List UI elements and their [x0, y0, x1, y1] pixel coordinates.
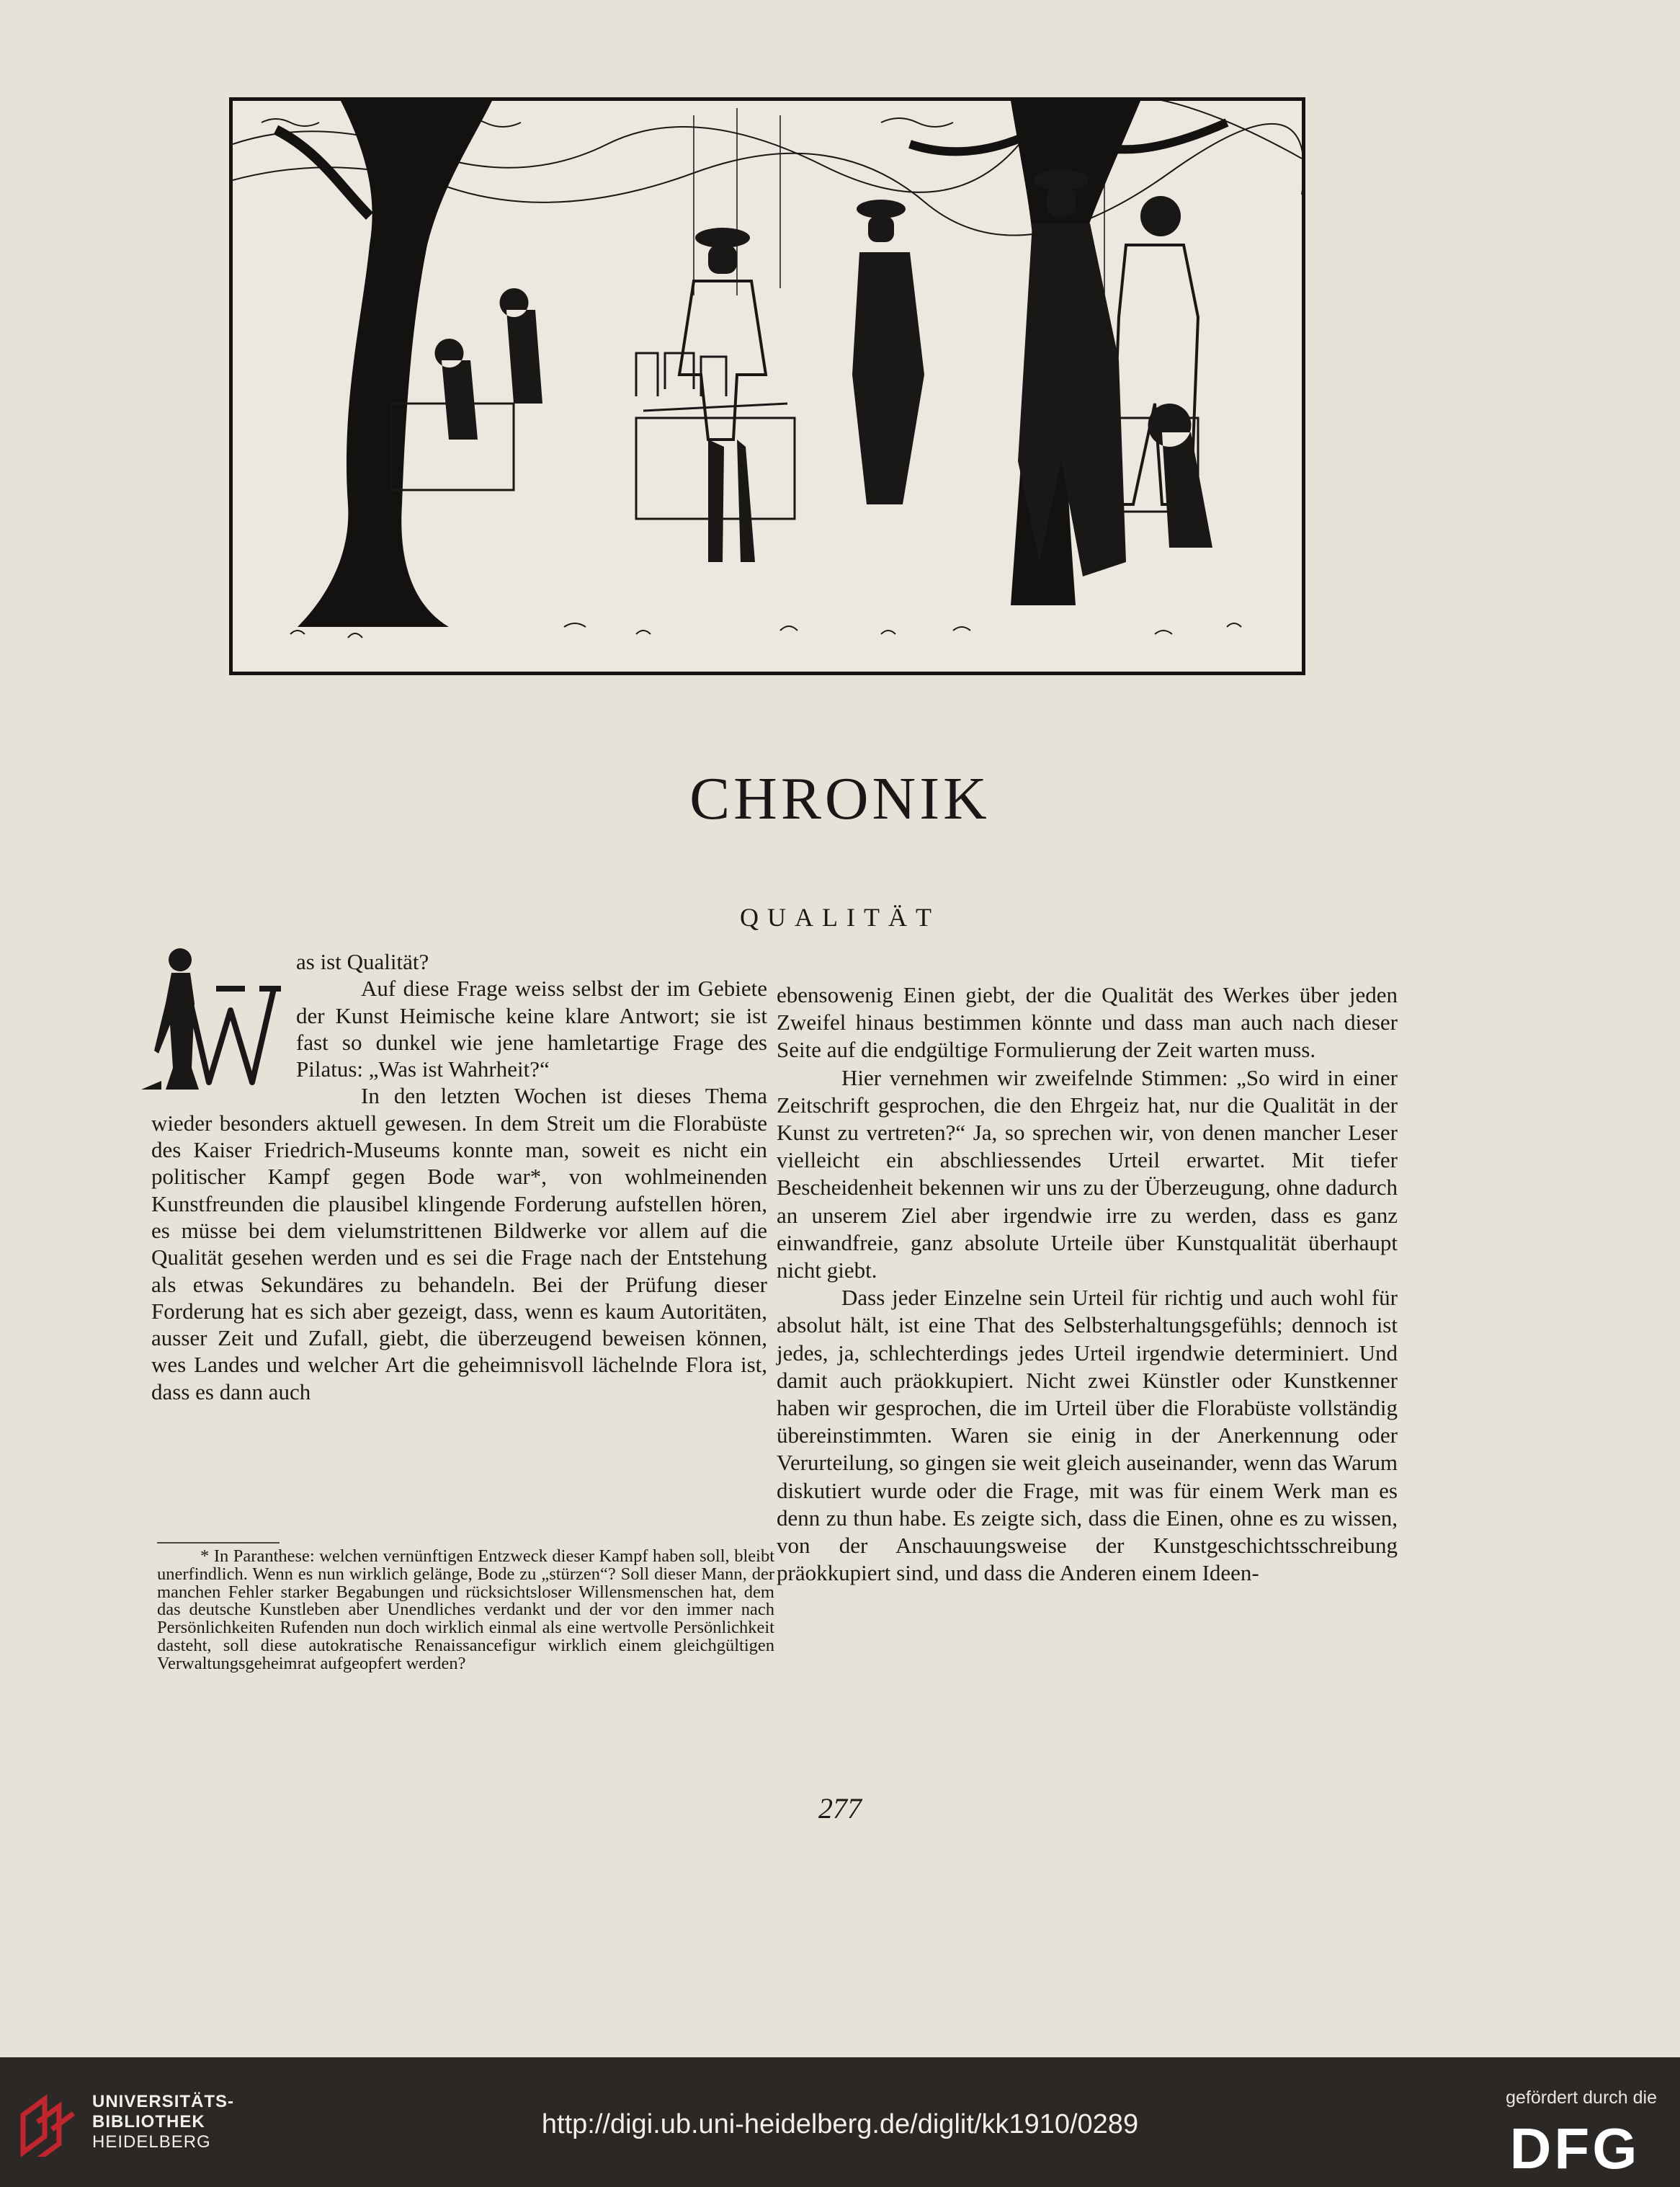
library-name-line: UNIVERSITÄTS- [92, 2092, 235, 2111]
right-text-column [777, 981, 1398, 1587]
footnote-divider [157, 1542, 280, 1544]
paragraph: as ist Qualität? [296, 949, 429, 974]
footer-bar [0, 2057, 1680, 2187]
funded-by-label: gefördert durch die [1506, 2088, 1657, 2108]
bookstall-scene-illustration-icon [229, 97, 1305, 675]
page-title: CHRONIK [689, 765, 991, 832]
footnote-text: * In Paranthese: welchen vernünftigen Entzweck dieser Kampf haben soll, bleibt unerfindlich. Wenn es nun wirklich gelänge, Bode zu „stürzen“? Soll dieser Mann, der manchen Fehler starker Begabungen und rücksichtsloser Willensmenschen hat, dem das deutsche Kunstleben aber Unendliches verdankt und der vor den immer nach Persönlichkeiten Rufenden nun doch wirklich einmal als eine wertvolle Persönlichkeit dasteht, soll diese autokratische Renaissancefigur wirklich einem gleichgültigen Verwaltungsgeheimrat aufgeopfert werden? [157, 1546, 774, 1673]
paragraph: Hier vernehmen wir zweifelnde Stimmen: „So wird in einer Zeitschrift gesprochen, die den Ehrgeiz hat, nur die Qualität in der Kunst zu vertreten?“ Ja, so sprechen wir, von denen mancher Leser vielleicht ein abschliessendes Urteil erwartet. Mit tiefer Bescheidenheit bekennen wir uns zu der Überzeugung, ohne dadurch an unserem Ziel aber irgendwie irre zu werden, dass es ganz einwandfreie, ganz absolute Urteile über Kunstqualität überhaupt nicht giebt. [777, 1064, 1398, 1283]
source-url-link[interactable]: http://digi.ub.uni-heidelberg.de/diglit/kk1910/0289 [541, 2109, 1139, 2139]
paragraph: Dass jeder Einzelne sein Urteil für richtig und auch wohl für absolut hält, ist eine That des Selbsterhaltungsgefühls; dennoch ist jedes, ja, schlechterdings jedes Urteil irgendwie determiniert. Und damit auch präokkupiert. Nicht zwei Künstler oder Kunstkenner haben wir gesprochen, die im Urteil über die Florabüste vollständig übereinstimmten. Waren sie einig in der Anerkennung oder Verurteilung, so gingen sie weit gleich auseinander, wenn das Warum diskutiert wurde oder die Frage, mit was für einem Werk man es denn zu thun habe. Es zeigte sich, dass die Einen, ohne es zu wissen, von der Anschauungsweise der Kunstgeschichtsschreibung präokkupiert sind, und dass die Anderen einem Ideen- [777, 1285, 1398, 1586]
paragraph: In den letzten Wochen ist dieses Thema wieder besonders aktuell gewesen. In dem Streit um die Florabüste des Kaiser Friedrich-Museums konnte man, soweit es nicht ein politischer Kampf gegen Bode war*, von wohlmeinenden Kunstfreunden die plausibel klingende Forderung aufstellen hören, es müsse bei dem vielumstrittenen Bildwerke vor allem auf die Qualität gesehen werden und es sei die Frage nach der Entstehung als etwas Sekundäres zu behandeln. Bei der Prüfung dieser Forderung hat es sich aber gezeigt, dass, wenn es kaum Autoritäten, ausser Zeit und Zufall, giebt, die überzeugend beweisen können, wes Landes und welcher Art die geheimnisvoll lächelnde Flora ist, dass es dann auch [151, 1083, 767, 1404]
article-subtitle: QUALITÄT [740, 903, 940, 932]
library-name-line: BIBLIOTHEK [92, 2112, 205, 2132]
dfg-logo [1493, 2122, 1657, 2173]
page-number: 277 [818, 1792, 862, 1825]
paragraph: ebensowenig Einen giebt, der die Qualität des Werkes über jeden Zweifel hinaus bestimmen könnte und dass man auch nach dieser Seite auf die endgültige Formulierung der Zeit warten muss. [777, 982, 1398, 1063]
dfg-logo-text: DFG [1509, 2122, 1640, 2173]
left-text-column [151, 948, 767, 1405]
figure-initial-W-icon [137, 945, 285, 1097]
library-name-line: HEIDELBERG [92, 2132, 211, 2152]
paragraph: Auf diese Frage weiss selbst der im Gebiete der Kunst Heimische keine klare Antwort; sie ist fast so dunkel wie jene hamletartige Frage des Pilatus: „Was ist Wahrheit?“ [296, 976, 767, 1082]
footnote [157, 1548, 774, 1673]
